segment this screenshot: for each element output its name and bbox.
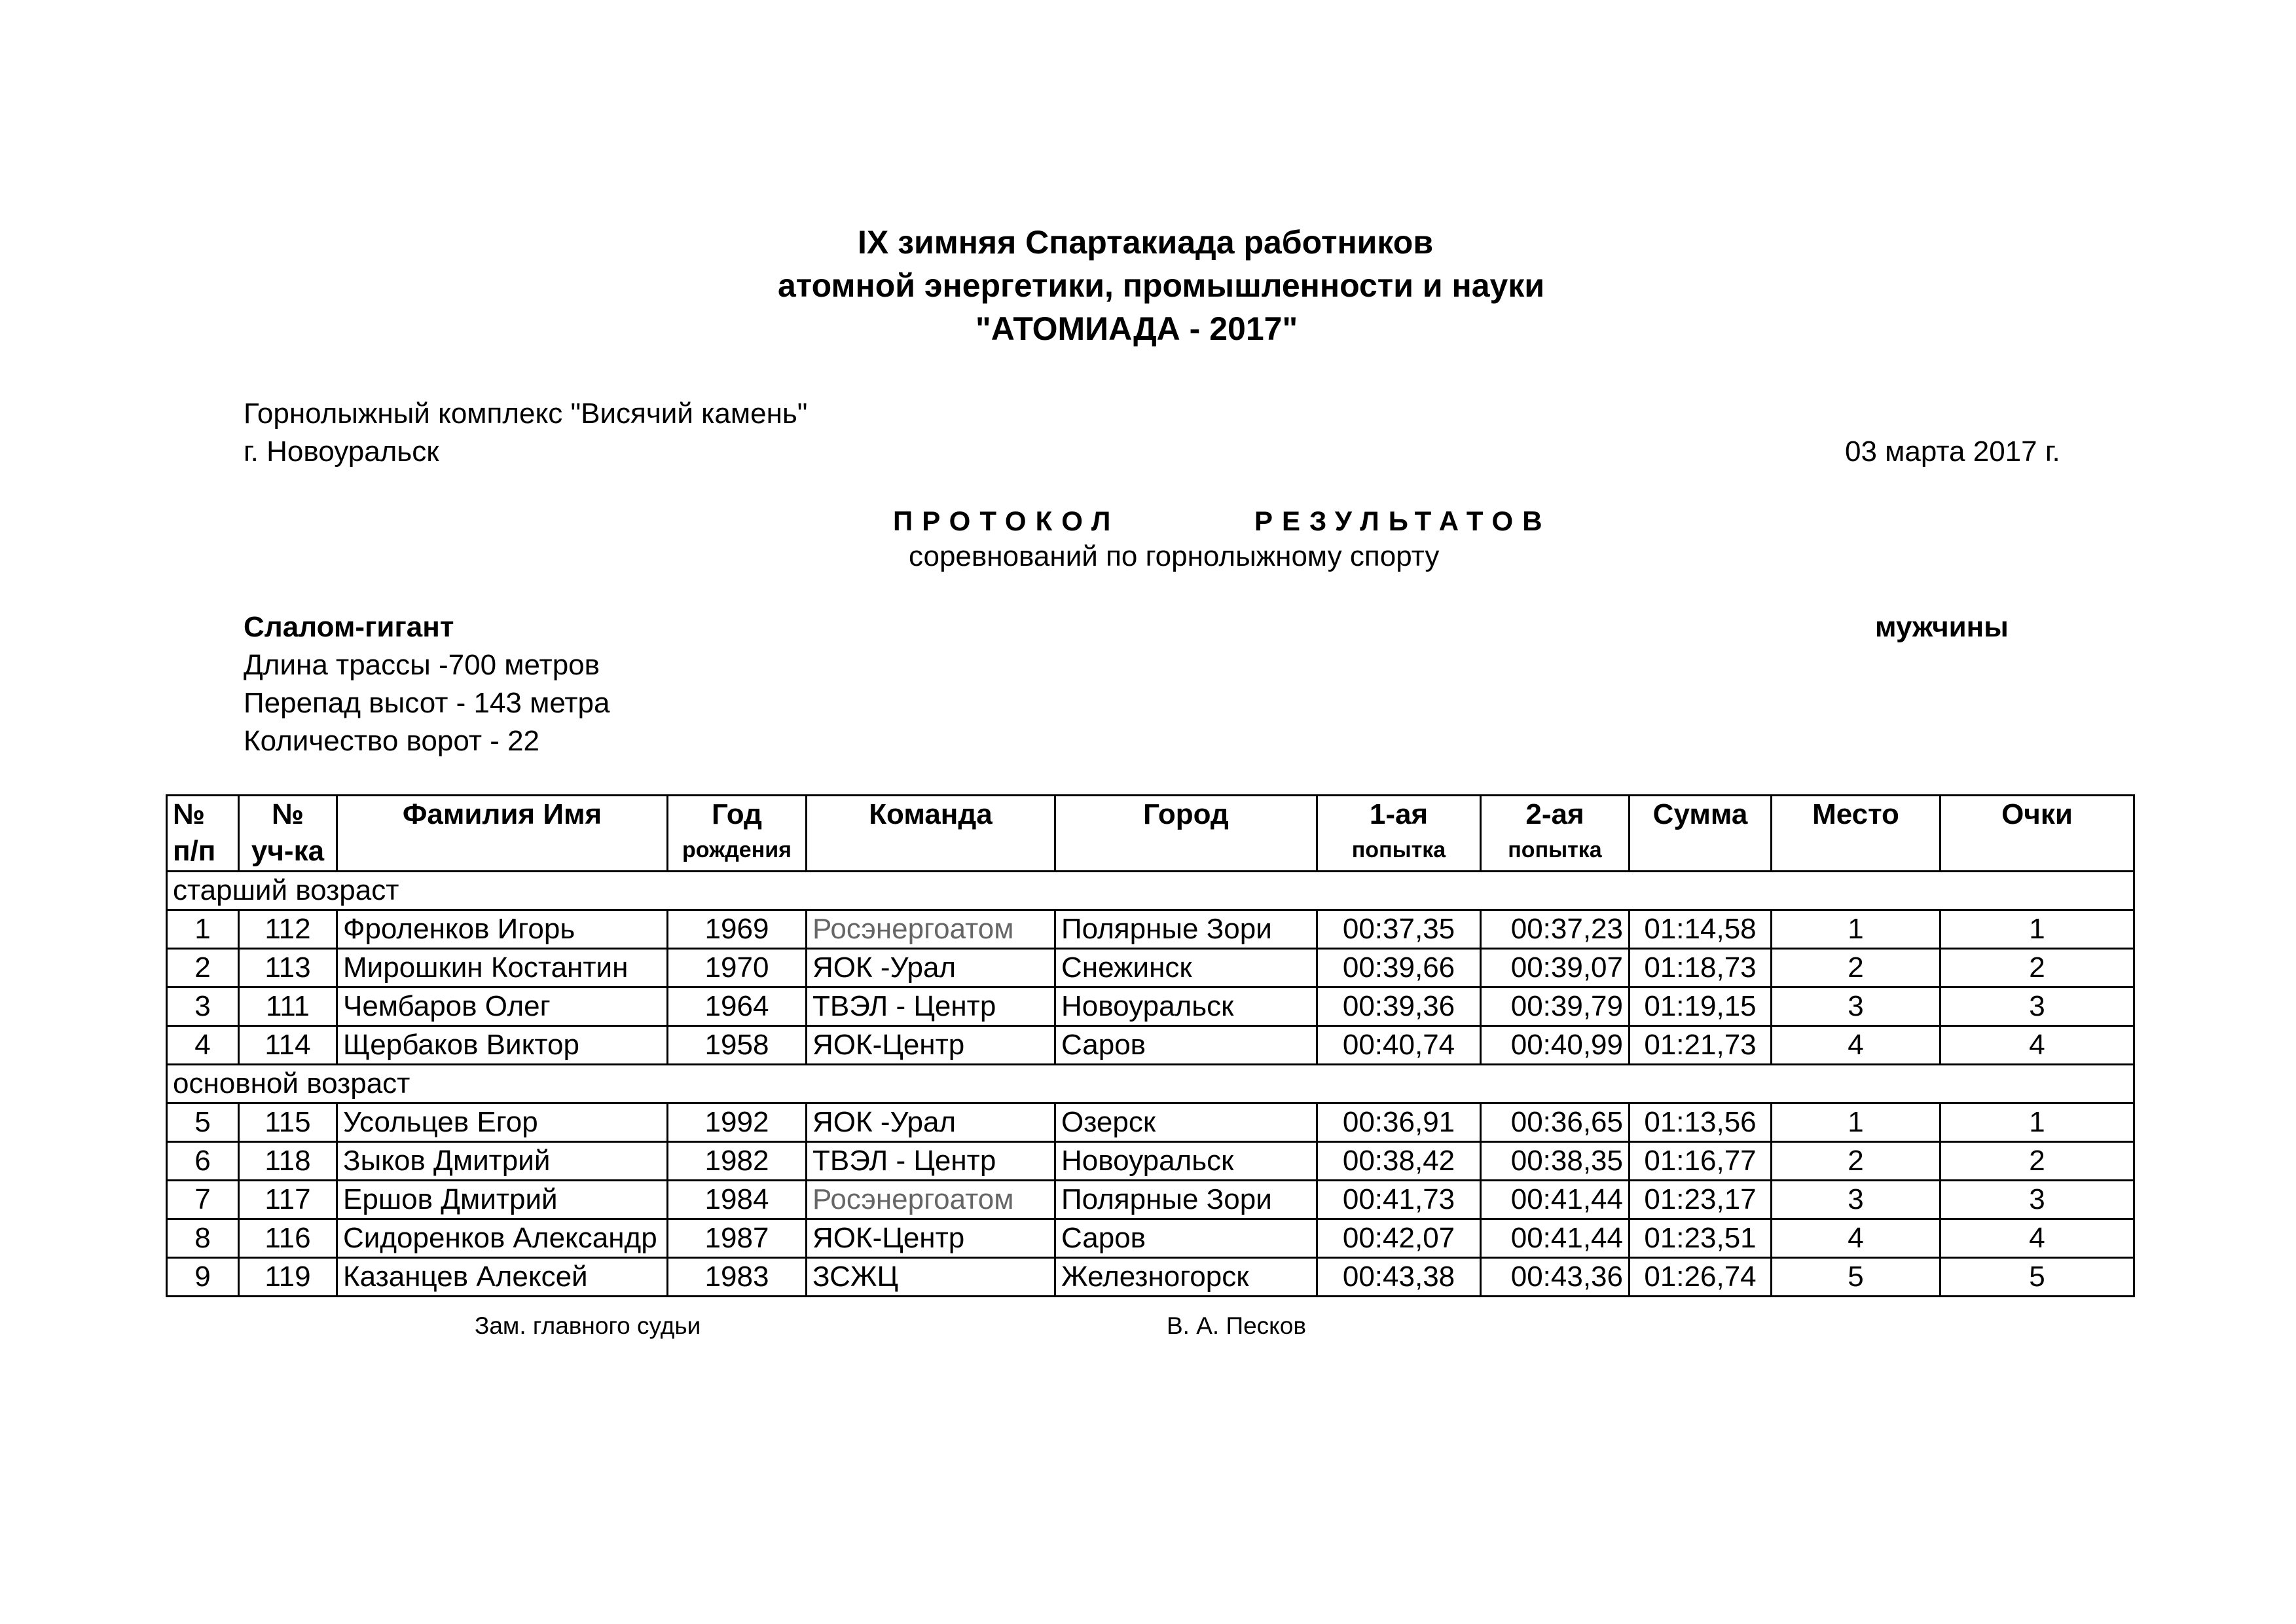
gate-count: Количество ворот - 22 [244, 725, 540, 757]
cell-city: Новоуральск [1055, 987, 1317, 1026]
cell-run1: 00:38,42 [1317, 1142, 1481, 1181]
cell-name: Щербаков Виктор [337, 1026, 668, 1065]
cell-sum: 01:21,73 [1630, 1026, 1772, 1065]
cell-run2: 00:41,44 [1481, 1181, 1630, 1219]
discipline-gender: мужчины [1875, 611, 2009, 643]
cell-place: 2 [1772, 1142, 1941, 1181]
cell-run2: 00:40,99 [1481, 1026, 1630, 1065]
cell-team: Росэнергоатом [807, 1181, 1055, 1219]
discipline-name: Слалом-гигант [244, 611, 454, 643]
cell-place: 3 [1772, 987, 1941, 1026]
header-city: Город [1055, 796, 1317, 872]
cell-bib: 112 [239, 910, 337, 949]
cell-year: 1964 [668, 987, 807, 1026]
cell-run1: 00:41,73 [1317, 1181, 1481, 1219]
header-year-bottom: рождения [682, 838, 792, 862]
cell-place: 2 [1772, 949, 1941, 987]
cell-run1: 00:36,91 [1317, 1103, 1481, 1142]
cell-name: Зыков Дмитрий [337, 1142, 668, 1181]
cell-team: ЗСЖЦ [807, 1258, 1055, 1297]
venue-city: г. Новоуральск [244, 435, 439, 468]
event-date: 03 марта 2017 г. [1845, 435, 2060, 468]
table-row [167, 1026, 2134, 1065]
cell-year: 1987 [668, 1219, 807, 1258]
protocol-subtitle: соревнований по горнолыжному спорту [909, 540, 1440, 572]
cell-points: 4 [1941, 1026, 2134, 1065]
header-run2 [1481, 796, 1630, 872]
cell-year: 1984 [668, 1181, 807, 1219]
header-run2-bottom: попытка [1508, 838, 1602, 862]
header-num-bottom: п/п [173, 835, 216, 867]
cell-num: 1 [167, 910, 239, 949]
cell-place: 3 [1772, 1181, 1941, 1219]
signature-role: Зам. главного судьи [475, 1312, 701, 1339]
cell-year: 1992 [668, 1103, 807, 1142]
table-row [167, 949, 2134, 987]
header-year [668, 796, 807, 872]
height-drop: Перепад высот - 143 метра [244, 687, 610, 719]
cell-num: 8 [167, 1219, 239, 1258]
table-row [167, 1219, 2134, 1258]
cell-city: Полярные Зори [1055, 910, 1317, 949]
cell-sum: 01:23,17 [1630, 1181, 1772, 1219]
cell-points: 2 [1941, 1142, 2134, 1181]
header-points: Очки [1941, 796, 2134, 872]
cell-year: 1958 [668, 1026, 807, 1065]
cell-run1: 00:42,07 [1317, 1219, 1481, 1258]
cell-run1: 00:39,36 [1317, 987, 1481, 1026]
table-row [167, 987, 2134, 1026]
cell-name: Усольцев Егор [337, 1103, 668, 1142]
cell-team: Росэнергоатом [807, 910, 1055, 949]
cell-num: 4 [167, 1026, 239, 1065]
cell-bib: 116 [239, 1219, 337, 1258]
table-row [167, 1258, 2134, 1297]
group-label: старший возраст [167, 872, 2134, 910]
signature-name: В. А. Песков [1167, 1312, 1306, 1339]
title-line-2: атомной энергетики, промышленности и науки [778, 267, 1545, 304]
header-run1-bottom: попытка [1351, 838, 1446, 862]
cell-run1: 00:37,35 [1317, 910, 1481, 949]
table-row [167, 910, 2134, 949]
cell-run2: 00:43,36 [1481, 1258, 1630, 1297]
table-row [167, 1142, 2134, 1181]
cell-run1: 00:43,38 [1317, 1258, 1481, 1297]
cell-city: Снежинск [1055, 949, 1317, 987]
cell-city: Саров [1055, 1219, 1317, 1258]
cell-points: 5 [1941, 1258, 2134, 1297]
track-length: Длина трассы -700 метров [244, 649, 600, 681]
title-line-1: IX зимняя Спартакиада работников [858, 224, 1434, 261]
cell-sum: 01:13,56 [1630, 1103, 1772, 1142]
cell-points: 2 [1941, 949, 2134, 987]
cell-run2: 00:39,79 [1481, 987, 1630, 1026]
cell-bib: 117 [239, 1181, 337, 1219]
header-year-top: Год [712, 798, 762, 830]
cell-name: Чембаров Олег [337, 987, 668, 1026]
cell-place: 4 [1772, 1219, 1941, 1258]
cell-name: Мирошкин Костантин [337, 949, 668, 987]
cell-run1: 00:39,66 [1317, 949, 1481, 987]
header-num [167, 796, 239, 872]
cell-year: 1969 [668, 910, 807, 949]
cell-place: 5 [1772, 1258, 1941, 1297]
cell-run2: 00:41,44 [1481, 1219, 1630, 1258]
group-row [167, 1065, 2134, 1103]
cell-points: 1 [1941, 910, 2134, 949]
cell-num: 7 [167, 1181, 239, 1219]
group-row [167, 872, 2134, 910]
cell-points: 3 [1941, 1181, 2134, 1219]
cell-sum: 01:18,73 [1630, 949, 1772, 987]
title-line-3: "АТОМИАДА - 2017" [975, 310, 1298, 347]
cell-num: 3 [167, 987, 239, 1026]
cell-run2: 00:36,65 [1481, 1103, 1630, 1142]
cell-points: 3 [1941, 987, 2134, 1026]
cell-num: 2 [167, 949, 239, 987]
cell-points: 4 [1941, 1219, 2134, 1258]
table-header-row [167, 796, 2134, 872]
header-sum: Сумма [1630, 796, 1772, 872]
header-bib-bottom: уч-ка [251, 835, 325, 867]
protocol-word-1: ПРОТОКОЛ [893, 506, 1120, 536]
cell-sum: 01:26,74 [1630, 1258, 1772, 1297]
header-place: Место [1772, 796, 1941, 872]
cell-run2: 00:38,35 [1481, 1142, 1630, 1181]
results-table [166, 794, 2135, 1297]
results-body [167, 872, 2134, 1297]
cell-city: Железногорск [1055, 1258, 1317, 1297]
cell-city: Озерск [1055, 1103, 1317, 1142]
header-run1 [1317, 796, 1481, 872]
cell-year: 1970 [668, 949, 807, 987]
cell-city: Саров [1055, 1026, 1317, 1065]
cell-sum: 01:23,51 [1630, 1219, 1772, 1258]
header-bib [239, 796, 337, 872]
header-run2-top: 2-ая [1525, 798, 1584, 830]
cell-points: 1 [1941, 1103, 2134, 1142]
cell-place: 1 [1772, 910, 1941, 949]
cell-team: ЯОК-Центр [807, 1219, 1055, 1258]
cell-team: ТВЭЛ - Центр [807, 1142, 1055, 1181]
cell-run1: 00:40,74 [1317, 1026, 1481, 1065]
cell-bib: 114 [239, 1026, 337, 1065]
cell-city: Новоуральск [1055, 1142, 1317, 1181]
protocol-word-2: РЕЗУЛЬТАТОВ [1254, 506, 1552, 536]
table-row [167, 1181, 2134, 1219]
cell-run2: 00:37,23 [1481, 910, 1630, 949]
cell-year: 1982 [668, 1142, 807, 1181]
header-num-top: № [173, 798, 206, 830]
venue-complex: Горнолыжный комплекс "Висячий камень" [244, 397, 808, 430]
cell-bib: 119 [239, 1258, 337, 1297]
cell-team: ЯОК -Урал [807, 949, 1055, 987]
cell-name: Фроленков Игорь [337, 910, 668, 949]
header-name: Фамилия Имя [337, 796, 668, 872]
cell-team: ЯОК -Урал [807, 1103, 1055, 1142]
group-label: основной возраст [167, 1065, 2134, 1103]
cell-bib: 115 [239, 1103, 337, 1142]
cell-run2: 00:39,07 [1481, 949, 1630, 987]
cell-num: 5 [167, 1103, 239, 1142]
header-bib-top: № [271, 798, 304, 830]
cell-place: 1 [1772, 1103, 1941, 1142]
cell-num: 6 [167, 1142, 239, 1181]
cell-bib: 113 [239, 949, 337, 987]
cell-city: Полярные Зори [1055, 1181, 1317, 1219]
cell-year: 1983 [668, 1258, 807, 1297]
cell-bib: 118 [239, 1142, 337, 1181]
cell-name: Сидоренков Александр [337, 1219, 668, 1258]
cell-bib: 111 [239, 987, 337, 1026]
cell-place: 4 [1772, 1026, 1941, 1065]
header-run1-top: 1-ая [1369, 798, 1429, 830]
cell-num: 9 [167, 1258, 239, 1297]
cell-team: ТВЭЛ - Центр [807, 987, 1055, 1026]
cell-sum: 01:19,15 [1630, 987, 1772, 1026]
table-row [167, 1103, 2134, 1142]
header-team: Команда [807, 796, 1055, 872]
cell-team: ЯОК-Центр [807, 1026, 1055, 1065]
cell-name: Ершов Дмитрий [337, 1181, 668, 1219]
cell-name: Казанцев Алексей [337, 1258, 668, 1297]
cell-sum: 01:14,58 [1630, 910, 1772, 949]
cell-sum: 01:16,77 [1630, 1142, 1772, 1181]
